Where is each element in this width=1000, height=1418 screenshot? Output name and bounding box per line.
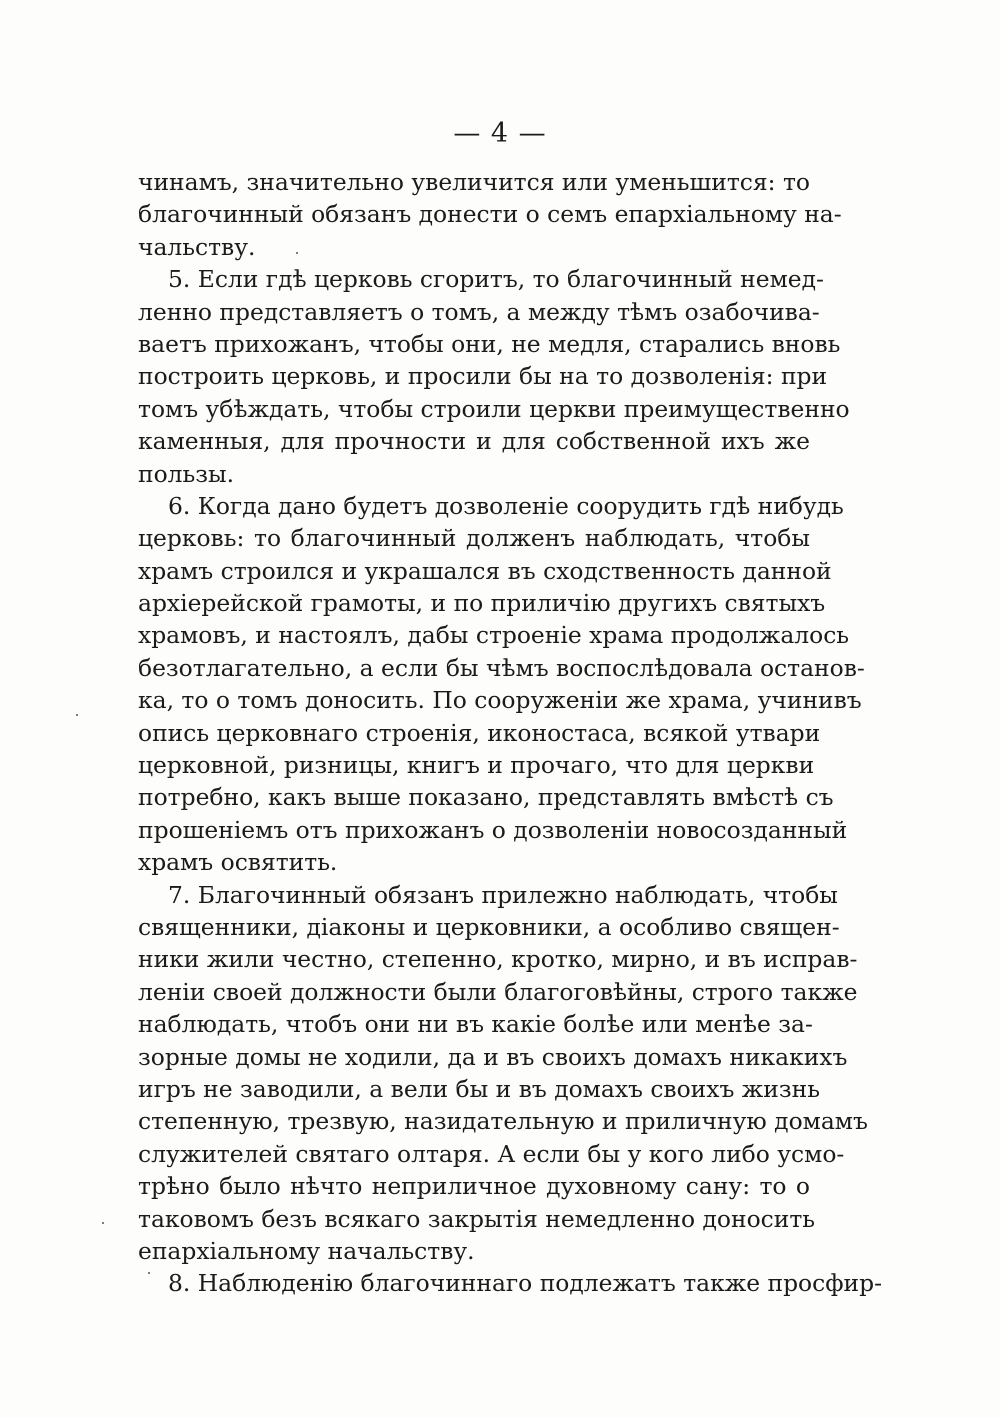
text-line: опись церковнаго строенія, иконостаса, всякой утвари bbox=[138, 718, 821, 747]
text-line: храмовъ, и настоялъ, дабы строеніе храма продолжалось bbox=[138, 621, 850, 650]
text-line: храмъ освятить. bbox=[138, 848, 338, 877]
page-number: — 4 — bbox=[453, 118, 547, 149]
text-line: церковной, ризницы, книгъ и прочаго, что для церкви bbox=[138, 751, 815, 780]
text-line: епархіальному начальству. bbox=[138, 1236, 475, 1265]
text-line: служителей святаго олтаря. А если бы у кого либо усмо- bbox=[138, 1139, 845, 1168]
scan-speck bbox=[102, 1222, 104, 1224]
text-line: прошеніемъ отъ прихожанъ о дозволеніи новосозданный bbox=[138, 815, 848, 844]
text-line: таковомъ безъ всякаго закрытія немедленно доносить bbox=[138, 1204, 816, 1233]
text-line: 6. Когда дано будетъ дозволеніе соорудить гдѣ нибудь bbox=[168, 491, 844, 520]
text-line: каменныя, для прочности и для собственной ихъ же bbox=[138, 427, 810, 456]
text-line: благочинный обязанъ донести о семъ епархіальному на- bbox=[138, 200, 842, 229]
scan-speck bbox=[296, 252, 298, 254]
text-line: архіерейской грамоты, и по приличію другихъ святыхъ bbox=[138, 589, 826, 618]
text-line: трѣно было нѣчто неприличное духовному сану: то о bbox=[138, 1172, 810, 1201]
text-line: 8. Наблюденію благочиннаго подлежатъ также просфир- bbox=[168, 1269, 883, 1298]
text-line: леніи своей должности были благоговѣйны, строго также bbox=[138, 977, 858, 1006]
scan-speck bbox=[76, 714, 78, 716]
text-line: священники, діаконы и церковники, а особливо священ- bbox=[138, 912, 840, 941]
text-line: 7. Благочинный обязанъ прилежно наблюдать, чтобы bbox=[168, 880, 838, 909]
text-line: томъ убѣждать, чтобы строили церкви преимущественно bbox=[138, 394, 850, 423]
scan-speck bbox=[148, 1272, 150, 1274]
text-line: ваетъ прихожанъ, чтобы они, не медля, старались вновь bbox=[138, 329, 841, 358]
text-line: игръ не заводили, а вели бы и въ домахъ своихъ жизнь bbox=[138, 1074, 820, 1103]
text-line: чинамъ, значительно увеличится или уменьшится: то bbox=[138, 168, 810, 196]
text-line: ка, то о томъ доносить. По сооруженіи же храма, учинивъ bbox=[138, 686, 862, 715]
text-line: ники жили честно, степенно, кротко, мирно, и въ исправ- bbox=[138, 945, 858, 974]
text-line: степенную, трезвую, назидательную и приличную домамъ bbox=[138, 1107, 868, 1136]
text-line: церковь: то благочинный долженъ наблюдать, чтобы bbox=[138, 524, 810, 553]
text-line: безотлагательно, а если бы чѣмъ воспослѣдовала останов- bbox=[138, 653, 865, 682]
text-line: построить церковь, и просили бы на то дозволенія: при bbox=[138, 362, 828, 391]
text-line: чальству. bbox=[138, 232, 256, 261]
text-line: наблюдать, чтобъ они ни въ какіе болѣе или менѣе за- bbox=[138, 1010, 813, 1039]
text-line: ленно представляетъ о томъ, а между тѣмъ озабочива- bbox=[138, 297, 820, 326]
text-line: потребно, какъ выше показано, представлять вмѣстѣ съ bbox=[138, 783, 834, 812]
text-line: храмъ строился и украшался въ сходственность данной bbox=[138, 556, 832, 585]
text-line: 5. Если гдѣ церковь сгоритъ, то благочинный немед- bbox=[168, 265, 824, 294]
body-text bbox=[138, 166, 883, 1300]
text-line: пользы. bbox=[138, 459, 235, 488]
text-line: зорные домы не ходили, да и въ своихъ домахъ никакихъ bbox=[138, 1042, 848, 1071]
